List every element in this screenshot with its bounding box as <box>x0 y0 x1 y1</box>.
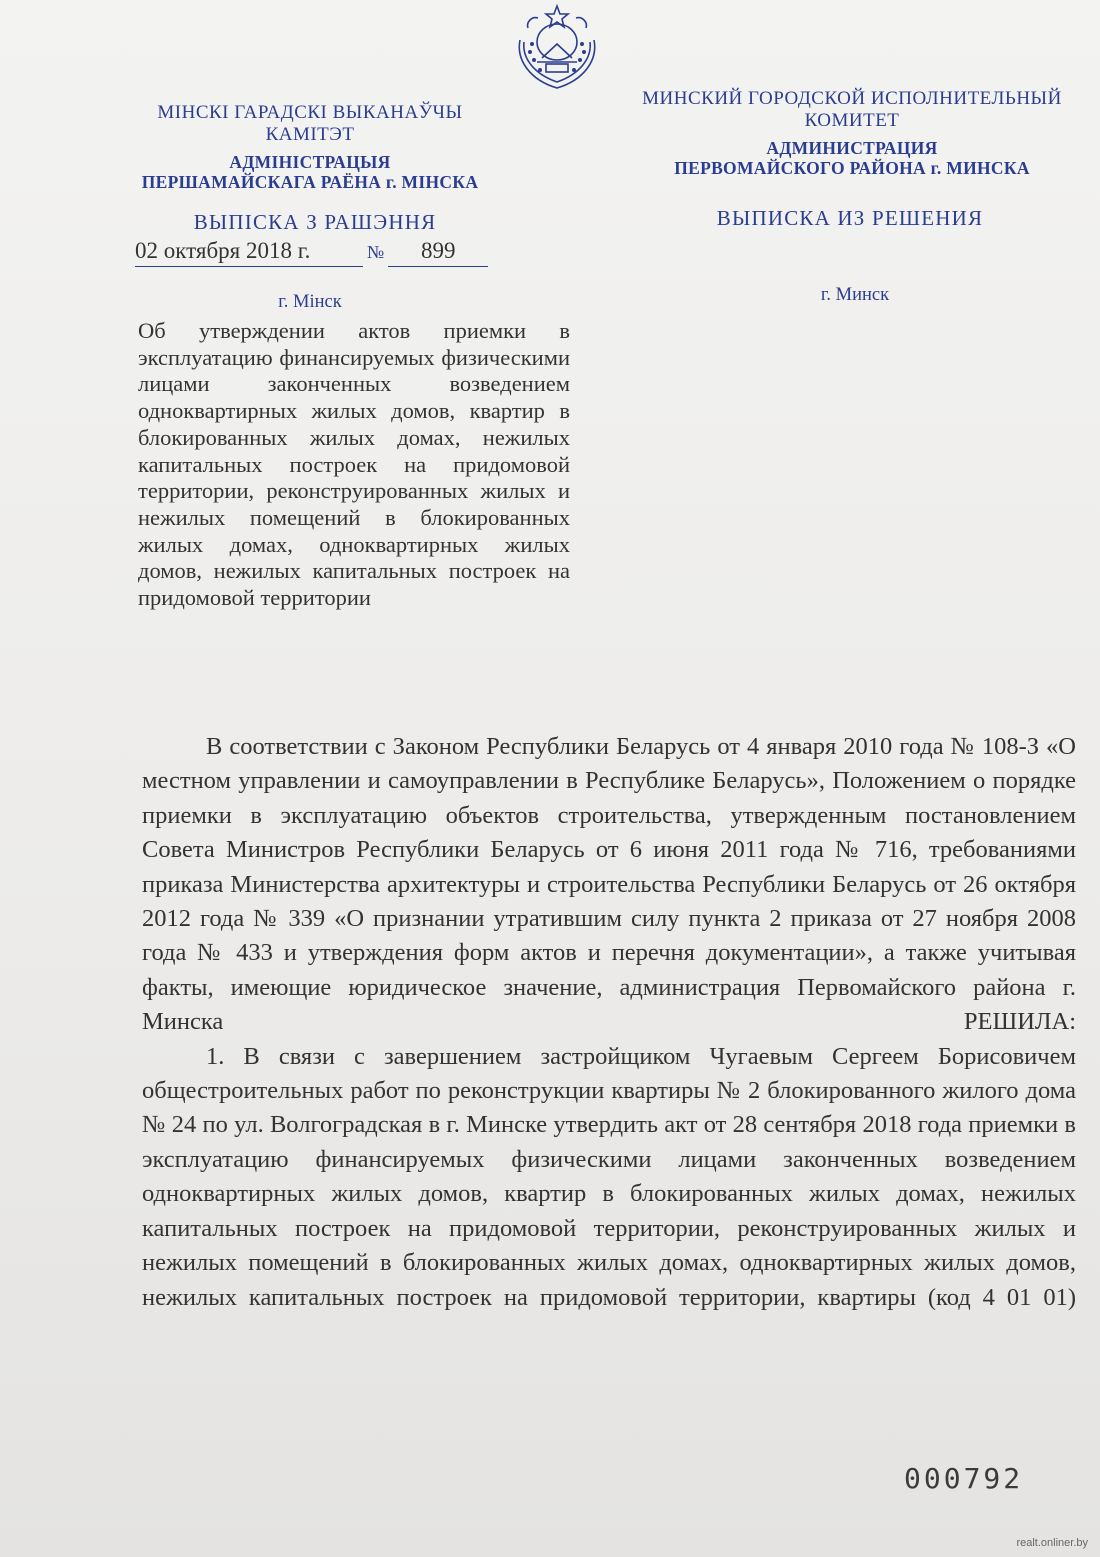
doc-title-left: ВЫПІСКА З РАШЭННЯ <box>193 210 437 234</box>
preamble-paragraph: В соответствии с Законом Республики Беларусь от 4 января 2010 года № 108-З «О местном управлении и самоуправлении в Республике Беларусь», Положением о порядке приемки в эксплуатацию объектов строительства, утвержденным постановлением Совета Министров Республики Беларусь от 6 июня 2011 года № 716, требованиями приказа Министерства архитектуры и строительства Республики Беларусь от 26 октября 2012 года № 339 «О признании утратившим силу пункта 2 приказа от 27 ноября 2008 года № 433 и утверждения форм актов и перечня документации», а также учитывая факты, имеющие юридическое значение, администрация Первомайского района г. Минска РЕШИЛА: <box>142 733 1076 1036</box>
org-name-right: МИНСКИЙ ГОРОДСКОЙ ИСПОЛНИТЕЛЬНЫЙ <box>642 88 1062 109</box>
admin-title-left: АДМІНІСТРАЦЫЯ <box>229 152 391 172</box>
city-right: г. Минск <box>820 285 890 305</box>
admin-title-right: АДМИНИСТРАЦИЯ <box>766 138 938 158</box>
decision-body <box>142 730 1076 1315</box>
serial-number: 000792 <box>904 1462 1024 1495</box>
city-left: г. Мінск <box>278 292 342 312</box>
item-1-paragraph: 1. В связи с завершением застройщиком Чугаевым Сергеем Борисовичем общестроительных работ по реконструкции квартиры № 2 блокированного жилого дома № 24 по ул. Волгоградская в г. Минске утвердить акт от 28 сентября 2018 года приемки в эксплуатацию финансируемых физическими лицами законченных возведением одноквартирных жилых домов, квартир в блокированных жилых домах, нежилых капитальных построек на придомовой территории, реконструированных жилых и нежилых помещений в блокированных жилых домах, одноквартирных жилых домов, нежилых капитальных построек на придомовой территории, квартиры (код 4 01 01) <box>142 1042 1076 1311</box>
org-name-right-2: КОМИТЕТ <box>804 110 900 131</box>
number-sign: № <box>367 242 385 262</box>
header-right <box>628 88 1076 178</box>
doc-title-right: ВЫПИСКА ИЗ РЕШЕНИЯ <box>716 206 984 230</box>
decision-number: 899 <box>388 238 488 267</box>
state-emblem-icon <box>506 0 608 92</box>
watermark: realt.onliner.by <box>1016 1537 1088 1549</box>
decision-date: 02 октября 2018 г. <box>135 238 363 267</box>
org-name-left: МІНСКІ ГАРАДСКІ ВЫКАНАЎЧЫ <box>157 102 463 123</box>
date-number-line <box>135 238 488 267</box>
header-left <box>120 102 500 192</box>
district-left: ПЕРШАМАЙСКАГА РАЁНА г. МІНСКА <box>141 172 479 192</box>
district-right: ПЕРВОМАЙСКОГО РАЙОНА г. МИНСКА <box>674 158 1030 178</box>
org-name-left-2: КАМІТЭТ <box>265 124 355 145</box>
decision-subject: Об утверждении актов приемки в эксплуатацию финансируемых физическими лицами законченных возведением одноквартирных жилых домов, квартир в блокированных жилых домах, нежилых капитальных построек на придомовой территории, реконструированных жилых и нежилых помещений в блокированных жилых домах, одноквартирных жилых домов, нежилых капитальных построек на придомовой территории <box>138 318 570 611</box>
